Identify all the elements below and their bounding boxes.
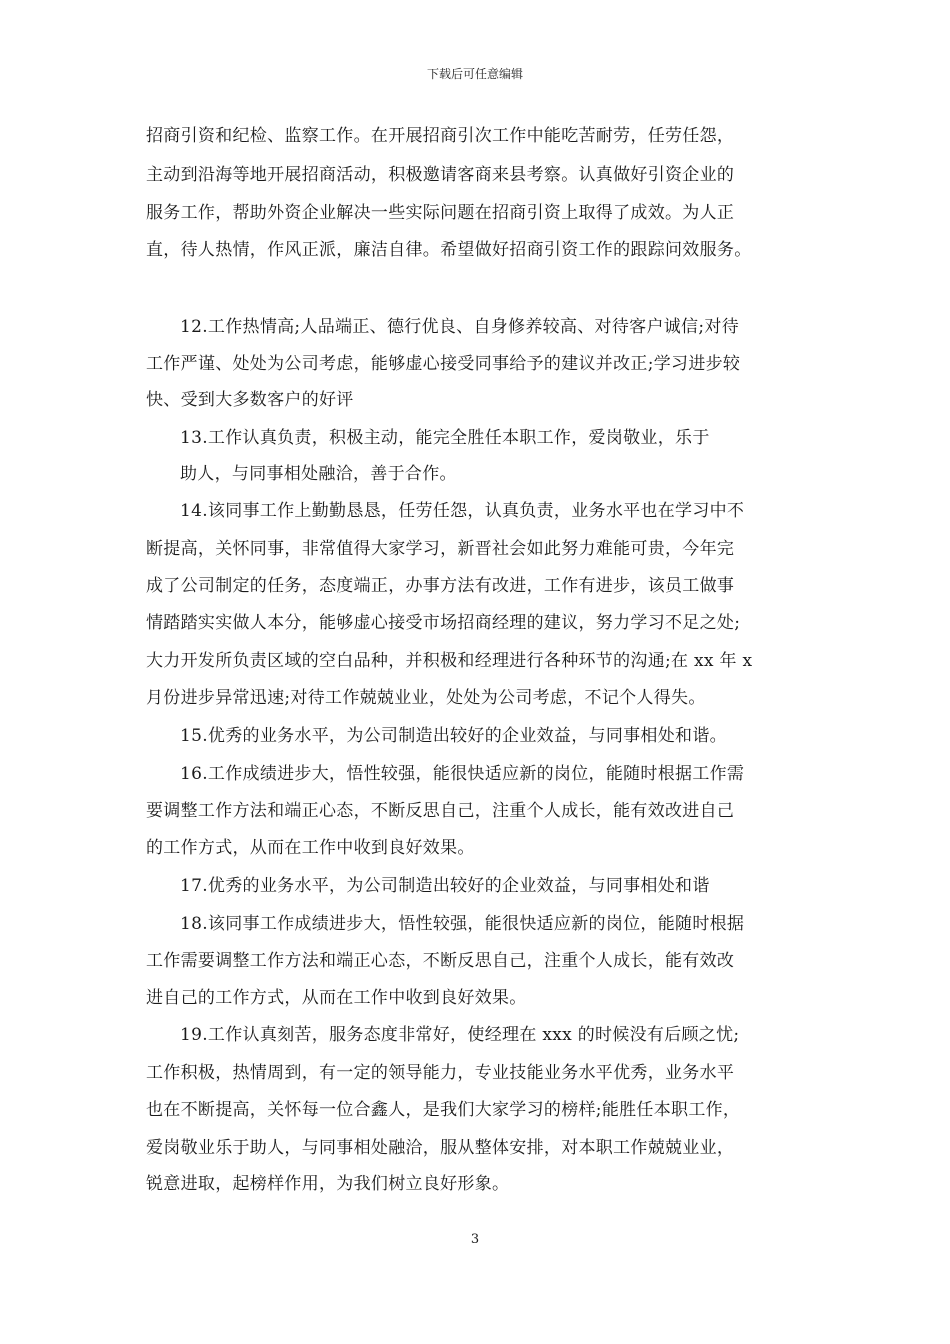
text-line: 工作积极，热情周到，有一定的领导能力，专业技能业务水平优秀，业务水平 bbox=[146, 1063, 735, 1083]
text-line: 大力开发所负责区域的空白品种，并积极和经理进行各种环节的沟通;在 xx 年 x bbox=[146, 651, 753, 671]
text-line: 情踏踏实实做人本分，能够虚心接受市场招商经理的建议，努力学习不足之处; bbox=[146, 613, 741, 633]
page-number: 3 bbox=[470, 1232, 480, 1247]
text-line: 13.工作认真负责，积极主动，能完全胜任本职工作，爱岗敬业，乐于 bbox=[180, 428, 710, 448]
text-line: 14.该同事工作上勤勤恳恳，任劳任怨，认真负责，业务水平也在学习中不 bbox=[180, 501, 745, 521]
text-line: 爱岗敬业乐于助人，与同事相处融洽，服从整体安排，对本职工作兢兢业业， bbox=[146, 1138, 735, 1158]
text-line: 快、受到大多数客户的好评 bbox=[146, 390, 354, 410]
text-line: 也在不断提高，关怀每一位合鑫人，是我们大家学习的榜样;能胜任本职工作， bbox=[146, 1100, 741, 1120]
page-header: 下载后可任意编辑 bbox=[426, 67, 523, 81]
text-line: 19.工作认真刻苦，服务态度非常好，使经理在 xxx 的时候没有后顾之忧; bbox=[180, 1025, 740, 1045]
text-line: 断提高，关怀同事，非常值得大家学习，新晋社会如此努力难能可贵，今年完 bbox=[146, 539, 735, 559]
text-line: 16.工作成绩进步大，悟性较强，能很快适应新的岗位，能随时根据工作需 bbox=[180, 764, 745, 784]
text-line: 招商引资和纪检、监察工作。在开展招商引次工作中能吃苦耐劳，任劳任怨， bbox=[146, 126, 735, 146]
text-line: 12.工作热情高;人品端正、德行优良、自身修养较高、对待客户诚信;对待 bbox=[180, 317, 739, 337]
text-line: 18.该同事工作成绩进步大，悟性较强，能很快适应新的岗位，能随时根据 bbox=[180, 914, 745, 934]
text-line: 15.优秀的业务水平，为公司制造出较好的企业效益，与同事相处和谐。 bbox=[180, 726, 727, 746]
text-line: 直，待人热情，作风正派，廉洁自律。希望做好招商引资工作的跟踪问效服务。 bbox=[146, 240, 752, 260]
text-line: 成了公司制定的任务，态度端正，办事方法有改进，工作有进步，该员工做事 bbox=[146, 576, 735, 596]
text-line: 工作需要调整工作方法和端正心态，不断反思自己，注重个人成长，能有效改 bbox=[146, 951, 735, 971]
text-line: 月份进步异常迅速;对待工作兢兢业业，处处为公司考虑，不记个人得失。 bbox=[146, 688, 706, 708]
text-line: 进自己的工作方式，从而在工作中收到良好效果。 bbox=[146, 988, 527, 1008]
text-line: 主动到沿海等地开展招商活动，积极邀请客商来县考察。认真做好引资企业的 bbox=[146, 165, 735, 185]
text-line: 要调整工作方法和端正心态，不断反思自己，注重个人成长，能有效改进自己 bbox=[146, 801, 735, 821]
text-line: 服务工作，帮助外资企业解决一些实际问题在招商引资上取得了成效。为人正 bbox=[146, 203, 735, 223]
text-line: 助人，与同事相处融洽，善于合作。 bbox=[180, 464, 457, 484]
text-line: 锐意进取，起榜样作用，为我们树立良好形象。 bbox=[146, 1174, 510, 1194]
text-line: 的工作方式，从而在工作中收到良好效果。 bbox=[146, 838, 475, 858]
text-line: 17.优秀的业务水平，为公司制造出较好的企业效益，与同事相处和谐 bbox=[180, 876, 710, 896]
text-line: 工作严谨、处处为公司考虑，能够虚心接受同事给予的建议并改正;学习进步较 bbox=[146, 354, 741, 374]
